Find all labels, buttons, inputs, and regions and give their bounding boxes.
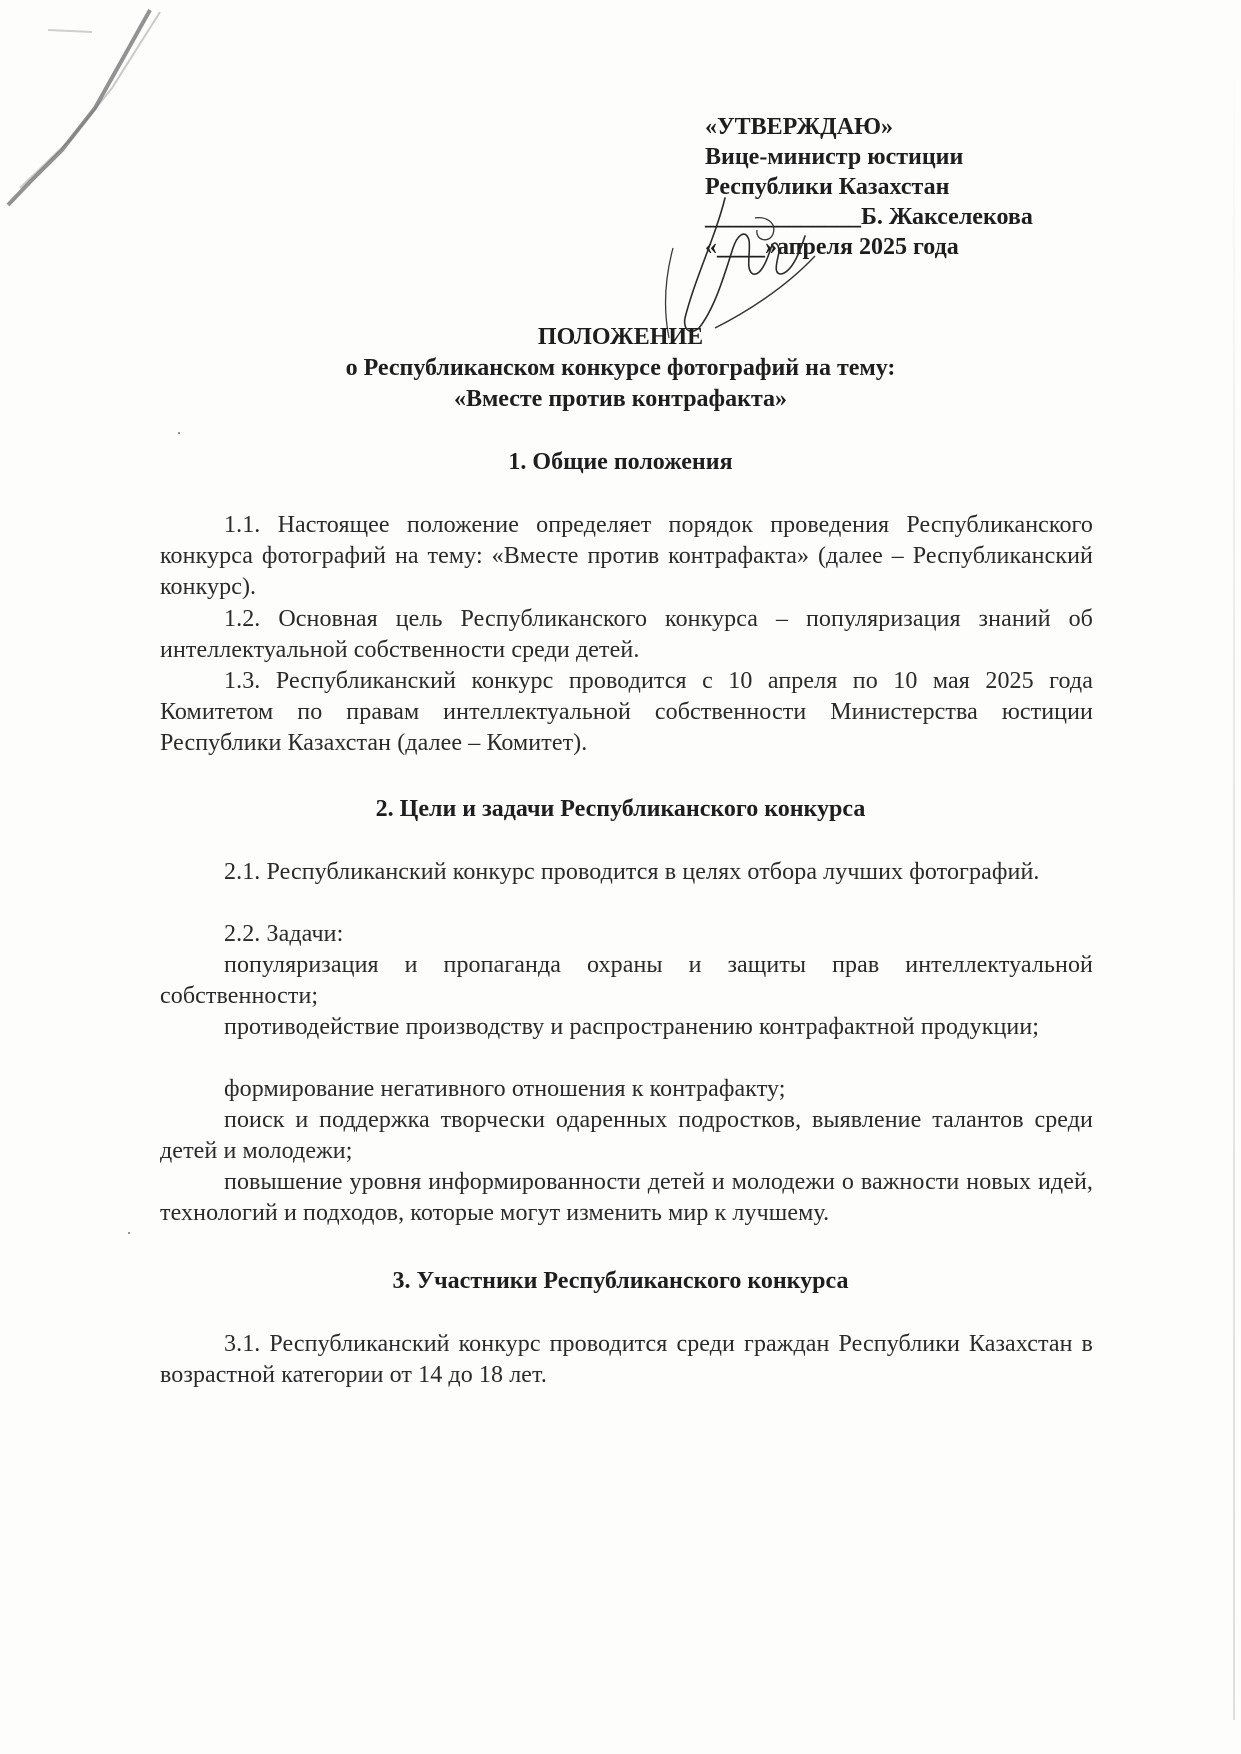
task-item-4: поиск и поддержка творчески одаренных подростков, выявление талантов среди детей и молодежи; [160,1107,1093,1164]
document-title [0,322,1241,415]
title-subtitle-line1: о Республиканском конкурсе фотографий на тему: [345,355,896,381]
approval-block [705,112,1125,262]
scan-edge-artifact [1233,60,1235,1720]
approval-heading: «УТВЕРЖДАЮ» [705,114,894,140]
section-2-heading: 2. Цели и задачи Республиканского конкурса [375,796,866,822]
paragraph-2-1: 2.1. Республиканский конкурс проводится в целях отбора лучших фотографий. [224,859,1040,885]
scan-speck [178,432,180,434]
title-subtitle-line2: «Вместе против контрафакта» [453,386,788,412]
scan-streak-artifact [0,0,220,240]
paragraph-1-3: 1.3. Республиканский конкурс проводится с 10 апреля по 10 мая 2025 года Комитетом по правам интеллектуальной собственности Министерства юстиции Республики Казахстан (далее – Комитет). [160,668,1093,756]
section-3-heading: 3. Участники Республиканского конкурса [392,1268,849,1294]
approver-country: Республики Казахстан [705,174,950,200]
task-item-2: противодействие производству и распространению контрафактной продукции; [224,1014,1040,1040]
task-item-5: повышение уровня информированности детей и молодежи о важности новых идей, технологий и подходов, которые могут изменить мир к лучшему. [160,1169,1093,1226]
section-1-heading: 1. Общие положения [508,449,733,475]
paragraph-1-2: 1.2. Основная цель Республиканского конкурса – популяризация знаний об интеллектуальной собственности среди детей. [160,606,1093,663]
task-item-1: популяризация и пропаганда охраны и защиты прав интеллектуальной собственности; [160,952,1093,1009]
paragraph-1-1: 1.1. Настоящее положение определяет порядок проведения Республиканского конкурса фотографий на тему: «Вместе против контрафакта» (далее – Республиканский конкурс). [160,512,1093,600]
approval-date: «____»апреля 2025 года [705,234,959,260]
paragraph-2-2: 2.2. Задачи: [224,921,344,947]
paragraph-3-1: 3.1. Республиканский конкурс проводится среди граждан Республики Казахстан в возрастной категории от 14 до 18 лет. [160,1331,1093,1388]
title-main: ПОЛОЖЕНИЕ [537,324,704,350]
approver-position: Вице-министр юстиции [705,144,964,170]
approver-signature-line: _____________Б. Жакселекова [705,204,1033,230]
task-item-3: формирование негативного отношения к контрафакту; [224,1076,786,1102]
scan-speck [128,1232,130,1234]
